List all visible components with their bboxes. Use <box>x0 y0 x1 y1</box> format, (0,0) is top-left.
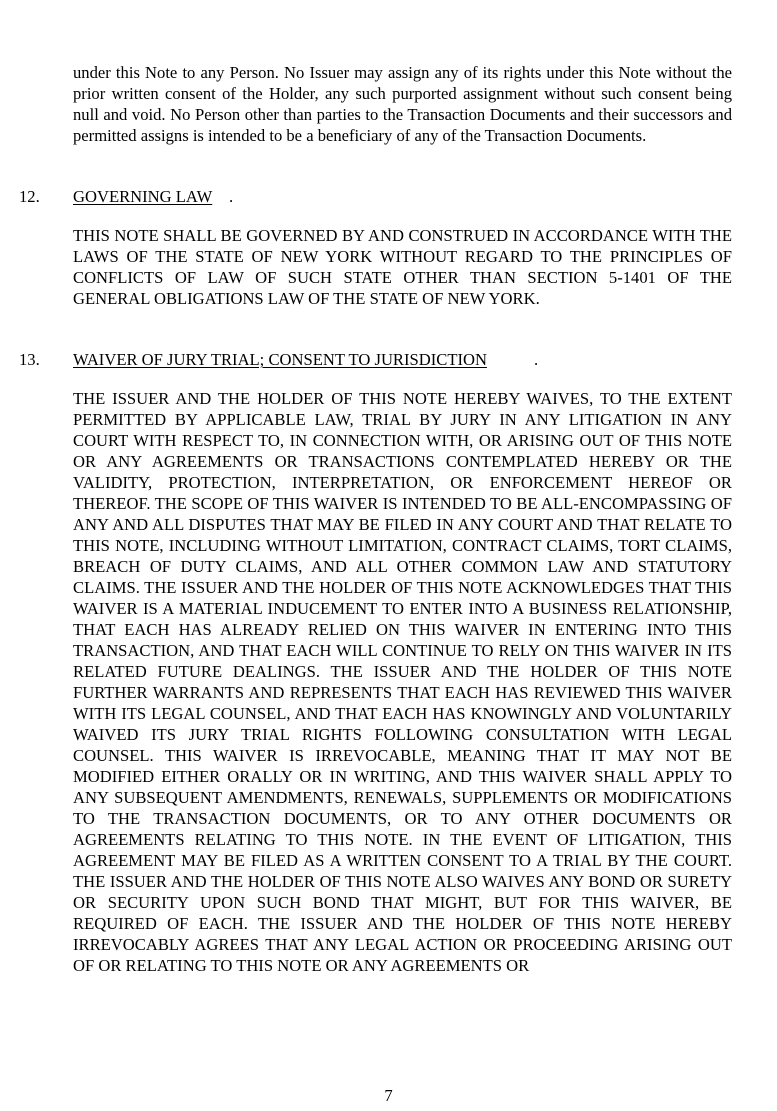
section-13-heading <box>0 349 777 371</box>
section-12-body: THIS NOTE SHALL BE GOVERNED BY AND CONSTRUED IN ACCORDANCE WITH THE LAWS OF THE STATE OF NEW YORK WITHOUT REGARD TO THE PRINCIPLES OF CONFLICTS OF LAW OF SUCH STATE OTHER THAN SECTION 5-1401 OF THE GENERAL OBLIGATIONS LAW OF THE STATE OF NEW YORK. <box>73 226 732 308</box>
section-title: WAIVER OF JURY TRIAL; CONSENT TO JURISDICTION <box>73 350 487 369</box>
page-number: 7 <box>384 1086 393 1105</box>
section-title-period: . <box>534 350 539 369</box>
section-12-heading <box>0 186 777 208</box>
intro-paragraph: under this Note to any Person. No Issuer may assign any of its rights under this Note without the prior written consent of the Holder, any such purported assignment without such consent being null and void. No Person other than parties to the Transaction Documents and their successors and permitted assigns is intended to be a beneficiary of any of the Transaction Documents. <box>73 63 732 145</box>
section-title-wrapper <box>73 186 212 207</box>
section-title: GOVERNING LAW <box>73 187 213 206</box>
section-13-body: THE ISSUER AND THE HOLDER OF THIS NOTE HEREBY WAIVES, TO THE EXTENT PERMITTED BY APPLICABLE LAW, TRIAL BY JURY IN ANY LITIGATION IN ANY COURT WITH RESPECT TO, IN CONNECTION WITH, OR ARISING OUT OF THIS NOTE OR ANY AGREEMENTS OR TRANSACTIONS CONTEMPLATED HEREBY OR THE VALIDITY, PROTECTION, INTERPRETATION, OR ENFORCEMENT HEREOF OR THEREOF. THE SCOPE OF THIS WAIVER IS INTENDED TO BE ALL-ENCOMPASSING OF ANY AND ALL DISPUTES THAT MAY BE FILED IN ANY COURT AND THAT RELATE TO THIS NOTE, INCLUDING WITHOUT LIMITATION, CONTRACT CLAIMS, TORT CLAIMS, BREACH OF DUTY CLAIMS, AND ALL OTHER COMMON LAW AND STATUTORY CLAIMS. THE ISSUER AND THE HOLDER OF THIS NOTE ACKNOWLEDGES THAT THIS WAIVER IS A MATERIAL INDUCEMENT TO ENTER INTO A BUSINESS RELATIONSHIP, THAT EACH HAS ALREADY RELIED ON THIS WAIVER IN ENTERING INTO THIS TRANSACTION, AND THAT EACH WILL CONTINUE TO RELY ON THIS WAIVER IN ITS RELATED FUTURE DEALINGS. THE ISSUER AND THE HOLDER OF THIS NOTE FURTHER WARRANTS AND REPRESENTS THAT EACH HAS REVIEWED THIS WAIVER WITH ITS LEGAL COUNSEL, AND THAT EACH HAS KNOWINGLY AND VOLUNTARILY WAIVED ITS JURY TRIAL RIGHTS FOLLOWING CONSULTATION WITH LEGAL COUNSEL. THIS WAIVER IS IRREVOCABLE, MEANING THAT IT MAY NOT BE MODIFIED EITHER ORALLY OR IN WRITING, AND THIS WAIVER SHALL APPLY TO ANY SUBSEQUENT AMENDMENTS, RENEWALS, SUPPLEMENTS OR MODIFICATIONS TO THE TRANSACTION DOCUMENTS, OR TO ANY OTHER DOCUMENTS OR AGREEMENTS RELATING TO THIS NOTE. IN THE EVENT OF LITIGATION, THIS AGREEMENT MAY BE FILED AS A WRITTEN CONSENT TO A TRIAL BY THE COURT. THE ISSUER AND THE HOLDER OF THIS NOTE ALSO WAIVES ANY BOND OR SURETY OR SECURITY UPON SUCH BOND THAT MIGHT, BUT FOR THIS WAIVER, BE REQUIRED OF EACH. THE ISSUER AND THE HOLDER OF THIS NOTE HEREBY IRREVOCABLY AGREES THAT ANY LEGAL ACTION OR PROCEEDING ARISING OUT OF OR RELATING TO THIS NOTE OR ANY AGREEMENTS OR <box>73 389 732 975</box>
section-number: 13. <box>19 350 40 369</box>
section-title-period: . <box>229 187 234 206</box>
section-title-wrapper <box>73 349 487 370</box>
section-number: 12. <box>19 187 40 206</box>
